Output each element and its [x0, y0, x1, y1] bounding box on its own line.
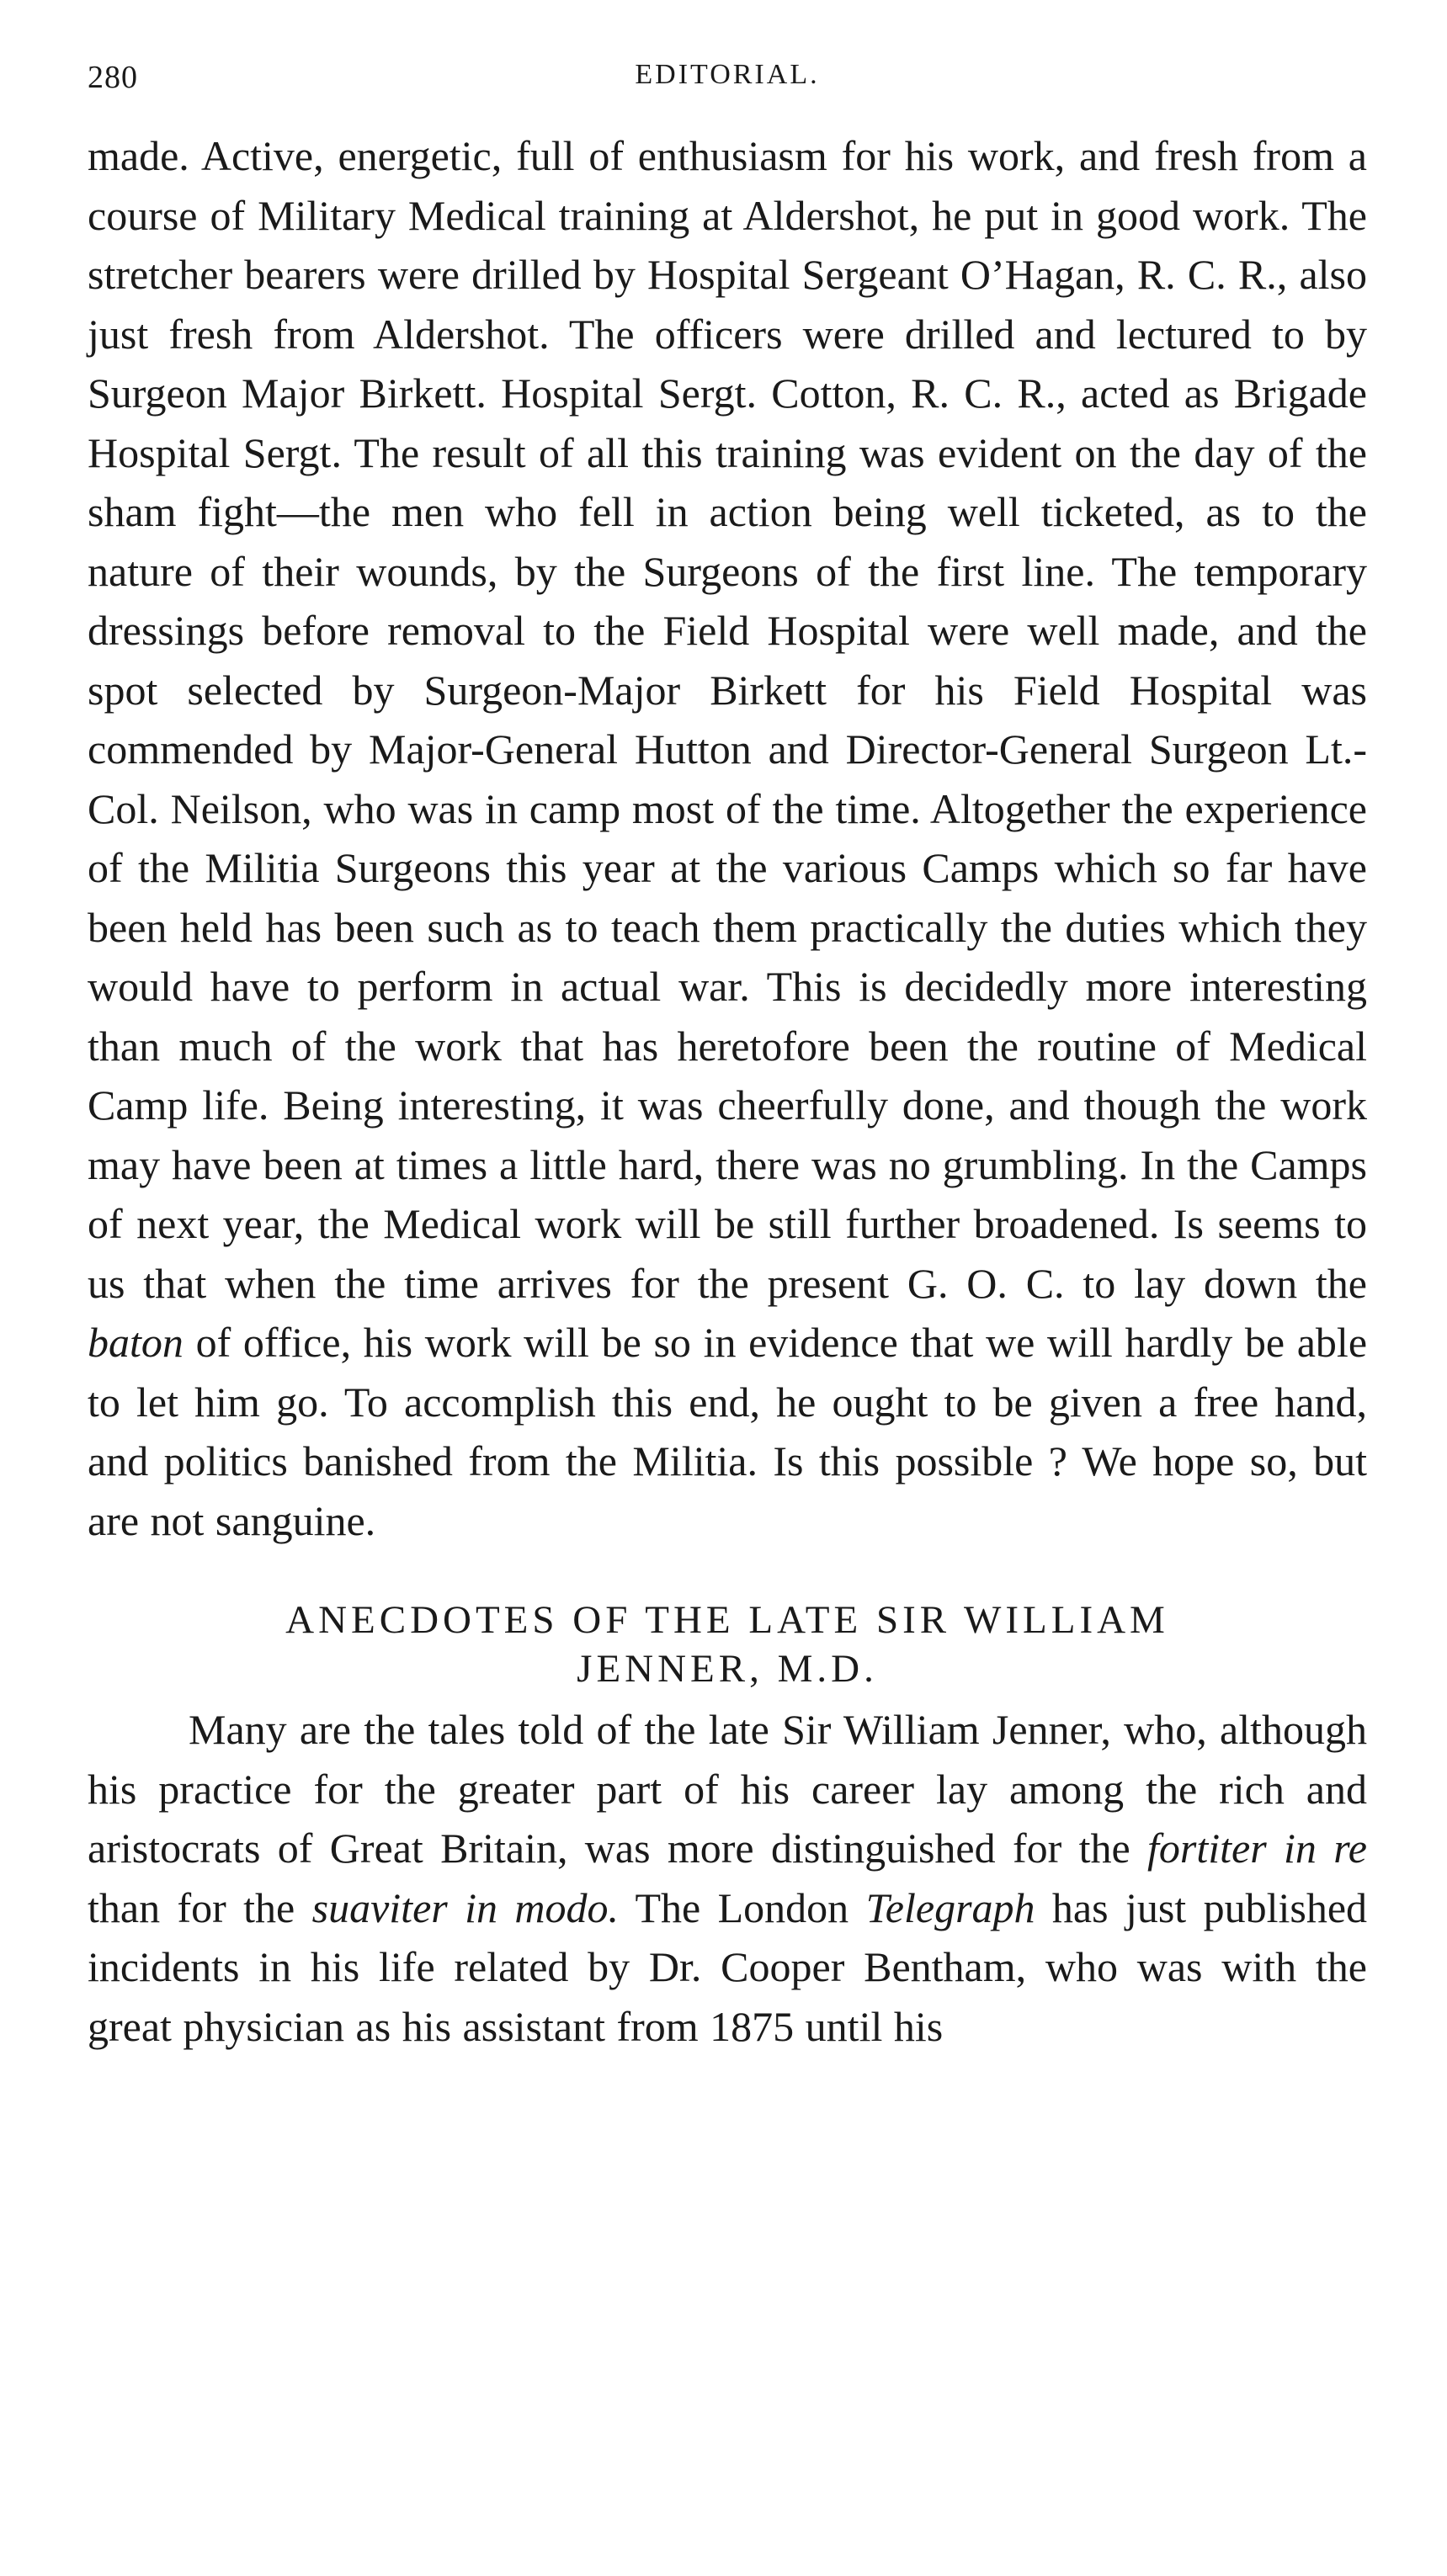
italic-term: baton	[88, 1319, 184, 1366]
document-page	[88, 59, 1367, 2056]
paragraph-text: The London	[635, 1883, 849, 1931]
running-head	[88, 59, 1367, 126]
article-title-line: ANECDOTES OF THE LATE SIR WILLIAM	[285, 1598, 1169, 1642]
paragraph-text: than for the	[88, 1883, 295, 1931]
article-body	[88, 1700, 1367, 2056]
paragraph-text: has just published incidents in his life related by Dr. Cooper Bentham, who was with the great physician as his assistant from 1875 until his	[88, 1883, 1368, 2050]
paragraph-text: Many are the tales told of the late Sir William Jenner, who, although his practice for the greater part of his career lay among the rich and aristocrats of Great Britain, was more distinguished for the	[88, 1706, 1367, 1872]
paragraph	[88, 1700, 1367, 2056]
editorial-continuation	[88, 126, 1367, 1550]
paragraph-text: made. Active, energetic, full of enthusiasm for his work, and fresh from a course of Military Medical training at Aldershot, he put in good work. The stretcher bearers were drilled by Hospital Sergeant O’Hagan, R. C. R., also just fresh from Aldershot. The officers were drilled and lectured to by Surgeon Major Birkett. Hospital Sergt. Cotton, R. C. R., acted as Brigade Hospital Sergt. The result of all this training was evident on the day of the sham fight—the men who fell in action being well ticketed, as to the nature of their wounds, by the Surgeons of the first line. The temporary dressings before removal to the Field Hospital were well made, and the spot selected by Surgeon-Major Birkett for his Field Hospital was commended by Major-General Hutton and Director-General Surgeon Lt.-Col. Neilson, who was in camp most of the time. Altogether the experience of the Militia Surgeons this year at the various Camps which so far have been held has been such as to teach them practically the duties which they would have to perform in actual war. This is decidedly more interesting than much of the work that has heretofore been the routine of Medical Camp life. Being interesting, it was cheerfully done, and though the work may have been at times a little hard, there was no grumbling. In the Camps of next year, the Medical work will be still further broadened. Is seems to us that when the time arrives for the present G. O. C. to lay down the	[88, 132, 1367, 1307]
paragraph-text: of office, his work will be so in evidence that we will hardly be able to let him go. To accomplish this end, he ought to be given a free hand, and politics banished from the Militia. Is this possible ? We hope so, but are not sanguine.	[88, 1319, 1368, 1544]
italic-term: suaviter in modo.	[311, 1883, 620, 1931]
page-number: 280	[88, 60, 138, 95]
article-title	[88, 1596, 1367, 1693]
article-title-line: JENNER, M.D.	[577, 1647, 878, 1691]
section-title: EDITORIAL.	[635, 59, 820, 90]
italic-term: Telegraph	[865, 1883, 1035, 1931]
italic-term: fortiter in re	[1146, 1824, 1367, 1872]
paragraph	[88, 126, 1367, 1550]
